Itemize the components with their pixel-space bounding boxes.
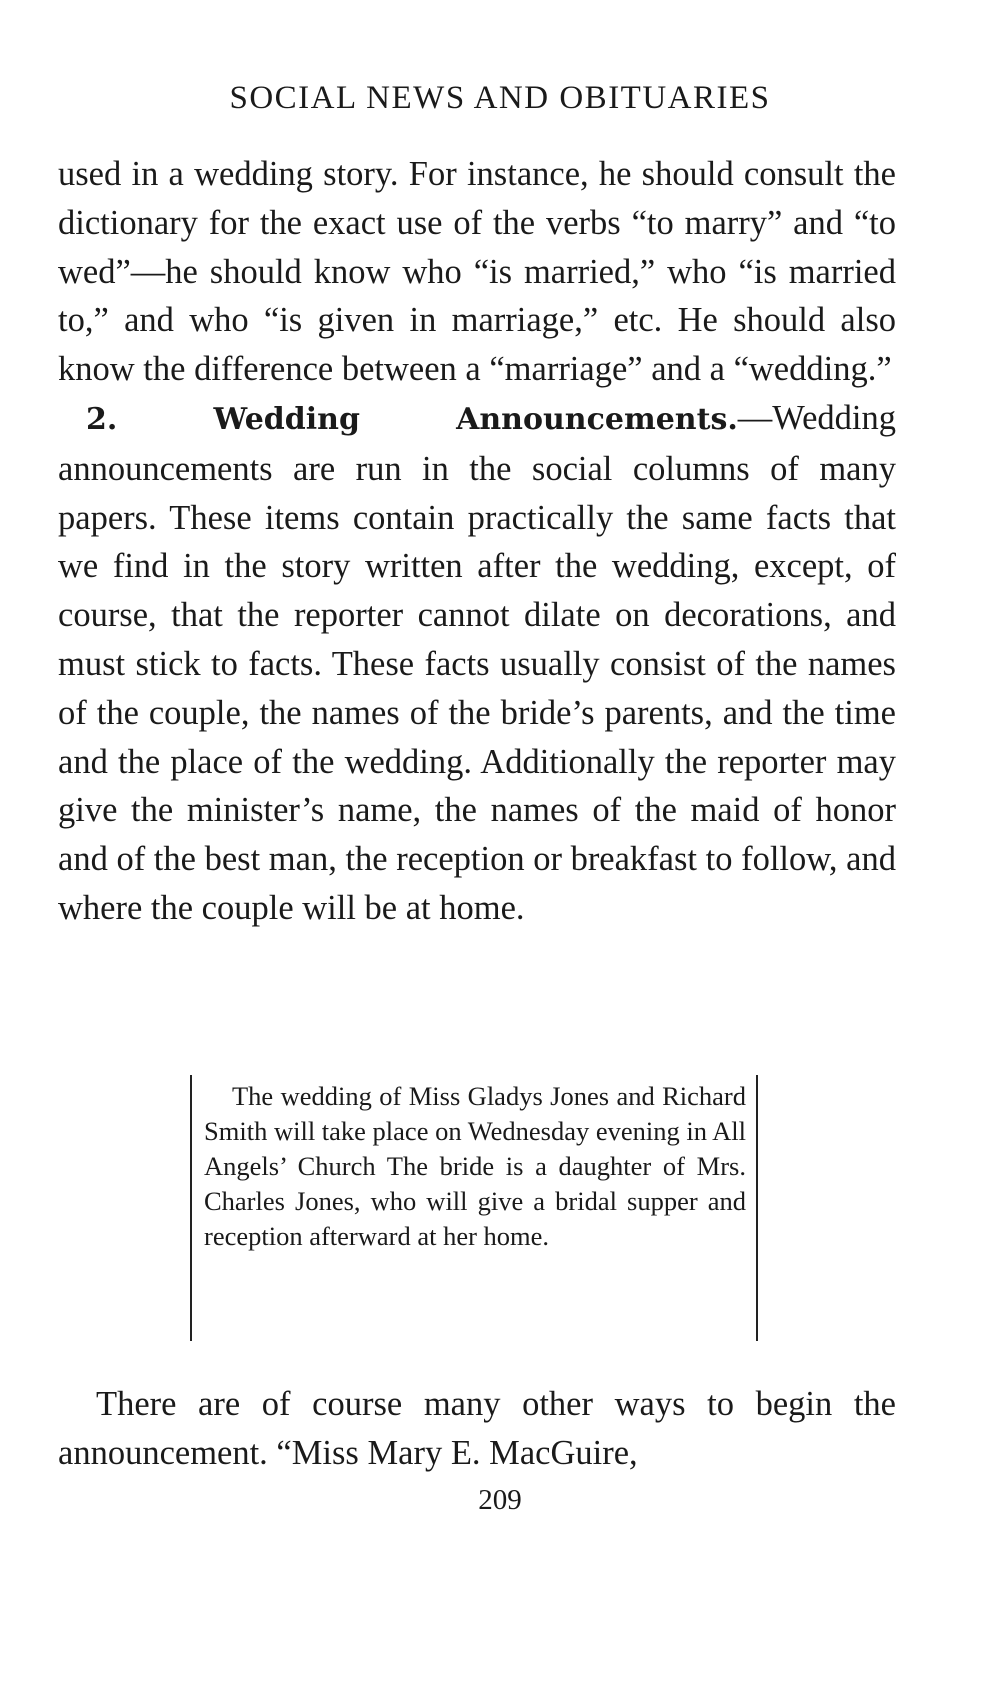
body-text [58,150,896,933]
section-2-text: —Wedding announcements are run in the social columns of many papers. These items contain practically the same facts that we find in the story written after the wedding, except, of course, that the reporter cannot dilate on decorations, and must stick to facts. These facts usually consist of the names of the couple, the names of the bride’s parents, and the time and the place of the wedding. Additionally the reporter may give the minister’s name, the names of the maid of honor and of the best man, the reception or breakfast to follow, and where the couple will be at home. [58,398,896,927]
section-2-paragraph [58,394,896,933]
paragraph-after-clipping: There are of course many other ways to begin the announcement. “Miss Mary E. MacGuire, [58,1385,896,1472]
running-head: SOCIAL NEWS AND OBITUARIES [229,80,771,116]
section-heading: 2. Wedding Announcements. [86,401,738,437]
announcement-clipping: The wedding of Miss Gladys Jones and Richard Smith will take place on Wednesday evening in All Angels’ Church The bride is a daughter of Mrs. Charles Jones, who will give a bridal supper and reception afterward at her home. [190,1075,758,1341]
paragraph-continued: used in a wedding story. For instance, he should consult the dictionary for the exact use of the verbs “to marry” and “to wed”—he should know who “is married,” who “is married to,” and who “is given in marriage,” etc. He should also know the difference between a “marriage” and a “wedding.” [58,155,896,389]
page-number: 209 [478,1484,522,1516]
